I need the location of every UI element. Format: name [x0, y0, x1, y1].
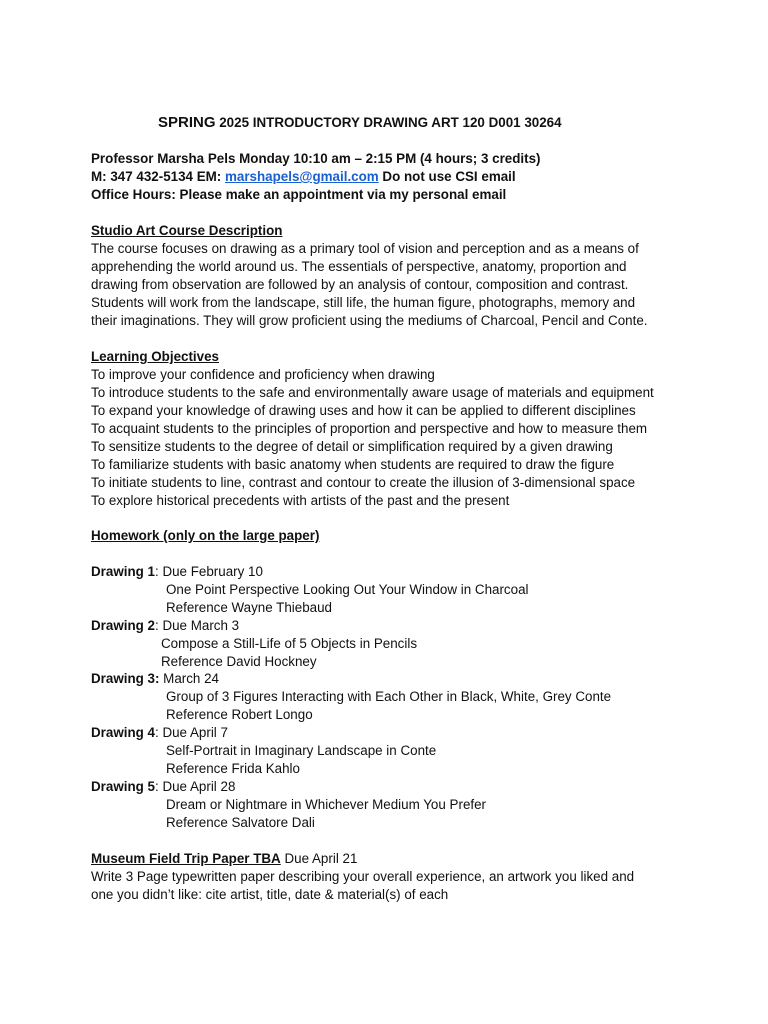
museum-trip-due: Due April 21: [280, 851, 358, 866]
objective-item: To sensitize students to the degree of detail or simplification required by a given drawing: [91, 439, 613, 454]
description-line: The course focuses on drawing as a primary tool of vision and perception and as a means of: [91, 241, 639, 256]
page-title: [158, 114, 562, 132]
objective-item: To initiate students to line, contrast and contour to create the illusion of 3-dimensional space: [91, 475, 636, 490]
drawing-1-reference: Reference Wayne Thiebaud: [166, 600, 332, 615]
museum-trip-line: [91, 850, 357, 868]
drawing-3-due: March 24: [159, 671, 219, 686]
drawing-1-line: [91, 563, 263, 581]
drawing-5-task: Dream or Nightmare in Whichever Medium You Prefer: [166, 797, 487, 812]
description-line: their imaginations. They will grow proficient using the mediums of Charcoal, Pencil and Conte.: [91, 313, 648, 328]
drawing-3-task: Group of 3 Figures Interacting with Each Other in Black, White, Grey Conte: [166, 689, 612, 704]
learning-objectives-heading: Learning Objectives: [91, 349, 219, 364]
objective-item: To introduce students to the safe and environmentally aware usage of materials and equipment: [91, 385, 654, 400]
drawing-2-reference: Reference David Hockney: [161, 654, 317, 669]
drawing-2-due: : Due March 3: [155, 618, 240, 633]
museum-trip-text: one you didn’t like: cite artist, title, date & material(s) of each: [91, 887, 449, 902]
homework-heading: Homework (only on the large paper): [91, 528, 320, 543]
drawing-5-line: [91, 778, 235, 796]
drawing-1-label: Drawing 1: [91, 564, 155, 579]
drawing-4-label: Drawing 4: [91, 725, 155, 740]
title-lead: SPRING: [158, 114, 216, 131]
museum-trip-text: Write 3 Page typewritten paper describing your overall experience, an artwork you liked and: [91, 869, 635, 884]
description-line: drawing from observation are followed by an analysis of contour, composition and contrast.: [91, 277, 629, 292]
drawing-1-due: : Due February 10: [155, 564, 263, 579]
museum-trip-heading: Museum Field Trip Paper TBA: [91, 851, 281, 866]
office-hours: Office Hours: Please make an appointment via my personal email: [91, 187, 507, 202]
objective-item: To acquaint students to the principles of proportion and perspective and how to measure them: [91, 421, 648, 436]
drawing-3-reference: Reference Robert Longo: [166, 707, 313, 722]
professor-line: Professor Marsha Pels Monday 10:10 am – 2:15 PM (4 hours; 3 credits): [91, 151, 541, 166]
drawing-2-task: Compose a Still-Life of 5 Objects in Pencils: [161, 636, 418, 651]
drawing-3-line: [91, 670, 219, 688]
drawing-5-label: Drawing 5: [91, 779, 155, 794]
drawing-3-label: Drawing 3:: [91, 671, 160, 686]
objective-item: To explore historical precedents with artists of the past and the present: [91, 493, 510, 508]
email-link[interactable]: marshapels@gmail.com: [224, 169, 379, 184]
drawing-2-label: Drawing 2: [91, 618, 155, 633]
phone-text: M: 347 432-5134 EM:: [91, 169, 225, 184]
drawing-4-reference: Reference Frida Kahlo: [166, 761, 300, 776]
drawing-2-line: [91, 617, 239, 635]
drawing-4-due: : Due April 7: [155, 725, 228, 740]
description-line: apprehending the world around us. The essentials of perspective, anatomy, proportion and: [91, 259, 627, 274]
objective-item: To improve your confidence and proficiency when drawing: [91, 367, 435, 382]
drawing-4-task: Self-Portrait in Imaginary Landscape in Conte: [166, 743, 437, 758]
email-note: Do not use CSI email: [378, 169, 516, 184]
drawing-5-reference: Reference Salvatore Dali: [166, 815, 315, 830]
title-rest: 2025 INTRODUCTORY DRAWING ART 120 D001 30264: [215, 115, 562, 130]
drawing-5-due: : Due April 28: [155, 779, 236, 794]
drawing-1-task: One Point Perspective Looking Out Your Window in Charcoal: [166, 582, 529, 597]
contact-line: [91, 168, 516, 186]
objective-item: To expand your knowledge of drawing uses and how it can be applied to different disciplines: [91, 403, 636, 418]
objective-item: To familiarize students with basic anatomy when students are required to draw the figure: [91, 457, 615, 472]
drawing-4-line: [91, 724, 228, 742]
course-description-heading: Studio Art Course Description: [91, 223, 283, 238]
description-line: Students will work from the landscape, still life, the human figure, photographs, memory and: [91, 295, 636, 310]
